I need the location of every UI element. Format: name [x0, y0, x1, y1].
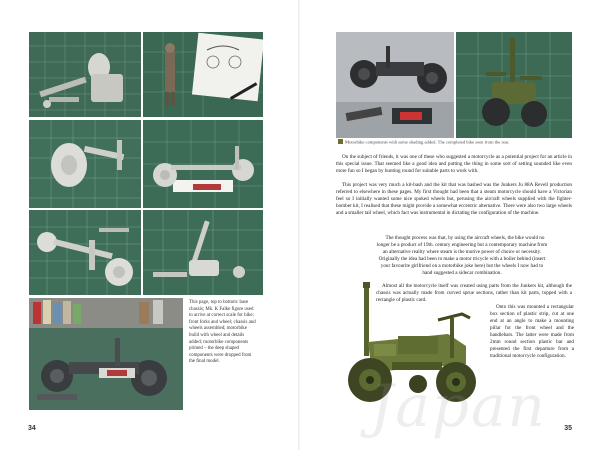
article-body-column: [490, 304, 574, 360]
photo-build-details: [29, 210, 141, 295]
page-number-right: 35: [564, 425, 572, 432]
photo-shaded-components: [336, 32, 454, 138]
paragraph-2: [336, 182, 572, 217]
photo-caption-text: Motorbike components with some shading added. The completed bike seen from the rear.: [345, 139, 510, 145]
photo-primed-components: [29, 298, 183, 410]
photo-parts-stack: [143, 210, 263, 295]
article-body: [336, 154, 572, 224]
photo-figure-scale: [143, 32, 263, 117]
left-caption: This page, top to bottom: base chassis; Mk. K Falke figure used to arrive at correct scale for bike; front forks and wheel; chassis and wheels assembled; motorbike build with wheel and details added; motorbike components primed – the deep shaped components were dropped from the final model.: [185, 298, 260, 408]
paragraph-1: On the subject of friends, it was one of these who suggested a motorcycle as a potential project for an article in this special issue. That seemed like a good idea and putting the thing in some sort of setting sounded like even more fun so I began by hunting round for suitable parts to work with.: [336, 154, 572, 174]
paragraph-3: The thought process was that, by using the aircraft wheels, the bike would no longer be a product of 19th. century engineering but a contemporary machine from an alternative reality where steam is the motive power of choice or necessity. Originally the idea had been to make a motor tricycle with a boiler behind (insert your favourite girlfriend on a motorbike joke here) but the wheels I now had to hand suggested a sidecar combination.: [376, 235, 548, 276]
right-page: [300, 0, 600, 450]
photo-caption: [338, 139, 568, 146]
photo-base-chassis: [29, 32, 141, 117]
photo-chassis-assembled: [143, 120, 263, 208]
caption-square-icon: [338, 139, 343, 144]
paragraph-4: Almost all the motorcycle itself was created using parts from the Junkers kit, although the chassis was actually made from curved sprue sections, rather than kit parts, topped with a rectangle of plastic card.: [376, 283, 572, 303]
paragraph-5: Onto this was mounted a rectangular box section of plastic strip, cut at one end at an angle to make a mounting pillar for the front wheel and the handlebars. The latter were made from 2mm round section plastic bar and presented the first departure from a traditional motorcycle configuration.: [490, 304, 574, 359]
watermark: Japan: [370, 372, 547, 440]
paragraph-2-text: This project was very much a kit-bash and the kit that was bashed was the Junkers Ju 88A Revell production referred to elsewhere in these pages. My first thought had been that a steam motorcycle should have a Victorian feel so I initially wanted some nice spoked wheels but, perusing the aircraft wheels supplied with the fighter-bomber kit, I realised that these might provide a somewhat eccentric alternative. There were also two large wheels and a smaller tail wheel, which fact was instrumental in dictating the configuration of the machine.: [336, 182, 572, 216]
photo-bike-rear: [456, 32, 572, 138]
photo-front-forks: [29, 120, 141, 208]
page-number-left: 34: [28, 425, 36, 432]
